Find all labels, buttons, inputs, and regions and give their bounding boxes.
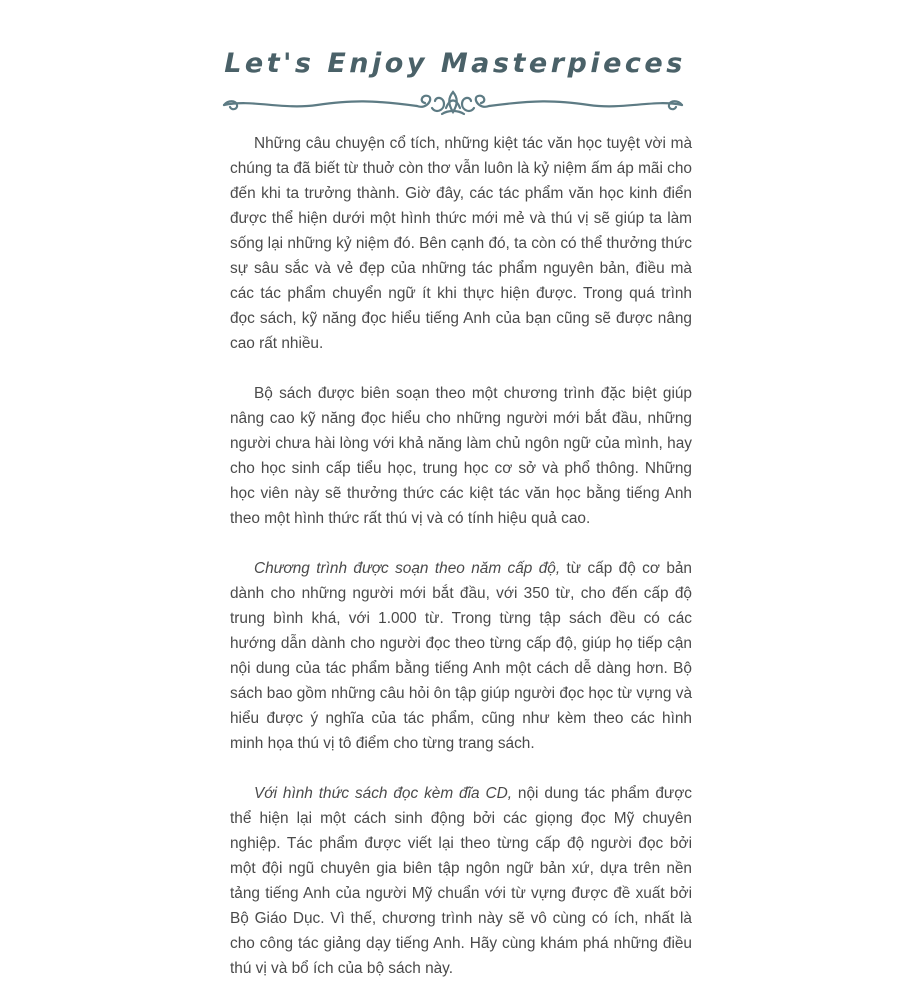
paragraph-text: Những câu chuyện cổ tích, những kiệt tác văn học tuyệt vời mà chúng ta đã biết từ thuở còn thơ vẫn luôn là kỷ niệm ấm áp mãi cho đến khi ta trưởng thành. Giờ đây, các tác phẩm văn học kinh điển được thể hiện dưới một hình thức mới mẻ và thú vị sẽ giúp ta làm sống lại những kỷ niệm đó. Bên cạnh đó, ta còn có thể thưởng thức sự sâu sắc và vẻ đẹp của những tác phẩm nguyên bản, điều mà các tác phẩm chuyển ngữ ít khi thực hiện được. Trong quá trình đọc sách, kỹ năng đọc hiểu tiếng Anh của bạn cũng sẽ được nâng cao rất nhiều. — [230, 135, 692, 352]
page-title: Let's Enjoy Masterpieces — [224, 48, 686, 79]
paragraph-lead: Với hình thức sách đọc kèm đĩa CD, — [254, 785, 513, 802]
body-text — [230, 131, 692, 1006]
paragraph-text: Bộ sách được biên soạn theo một chương trình đặc biệt giúp nâng cao kỹ năng đọc hiểu cho những người mới bắt đầu, những người chưa hài lòng với khả năng làm chủ ngôn ngữ của mình, hay cho học sinh cấp tiểu học, trung học cơ sở và phổ thông. Những học viên này sẽ thưởng thức các kiệt tác văn học bằng tiếng Anh theo một hình thức rất thú vị và có tính hiệu quả cao. — [230, 385, 692, 527]
paragraph-text: từ cấp độ cơ bản dành cho những người mới bắt đầu, với 350 từ, cho đến cấp độ trung bình khá, với 1.000 từ. Trong từng tập sách đều có các hướng dẫn dành cho người đọc theo từng cấp độ, giúp họ tiếp cận nội dung của tác phẩm bằng tiếng Anh một cách dễ dàng hơn. Bộ sách bao gồm những câu hỏi ôn tập giúp người đọc học từ vựng và hiểu được ý nghĩa của tác phẩm, cũng như kèm theo các hình minh họa thú vị tô điểm cho từng trang sách. — [230, 560, 693, 752]
paragraph-levels — [230, 556, 692, 756]
paragraph-cd — [230, 781, 692, 981]
paragraph-lead: Chương trình được soạn theo năm cấp độ, — [254, 560, 561, 577]
paragraph-program — [230, 381, 692, 531]
paragraph-text: nội dung tác phẩm được thể hiện lại một cách sinh động bởi các giọng đọc Mỹ chuyên nghiệp. Tác phẩm được viết lại theo từng cấp độ người đọc bởi một đội ngũ chuyên gia biên tập ngôn ngữ bản xứ, dựa trên nền tảng tiếng Anh của người Mỹ chuẩn với từ vựng được đề xuất bởi Bộ Giáo Dục. Vì thế, chương trình này sẽ vô cùng có ích, nhất là cho công tác giảng dạy tiếng Anh. Hãy cùng khám phá những điều thú vị và bổ ích của bộ sách này. — [230, 785, 692, 977]
swirl-divider-icon — [222, 88, 684, 120]
paragraph-intro — [230, 131, 692, 356]
